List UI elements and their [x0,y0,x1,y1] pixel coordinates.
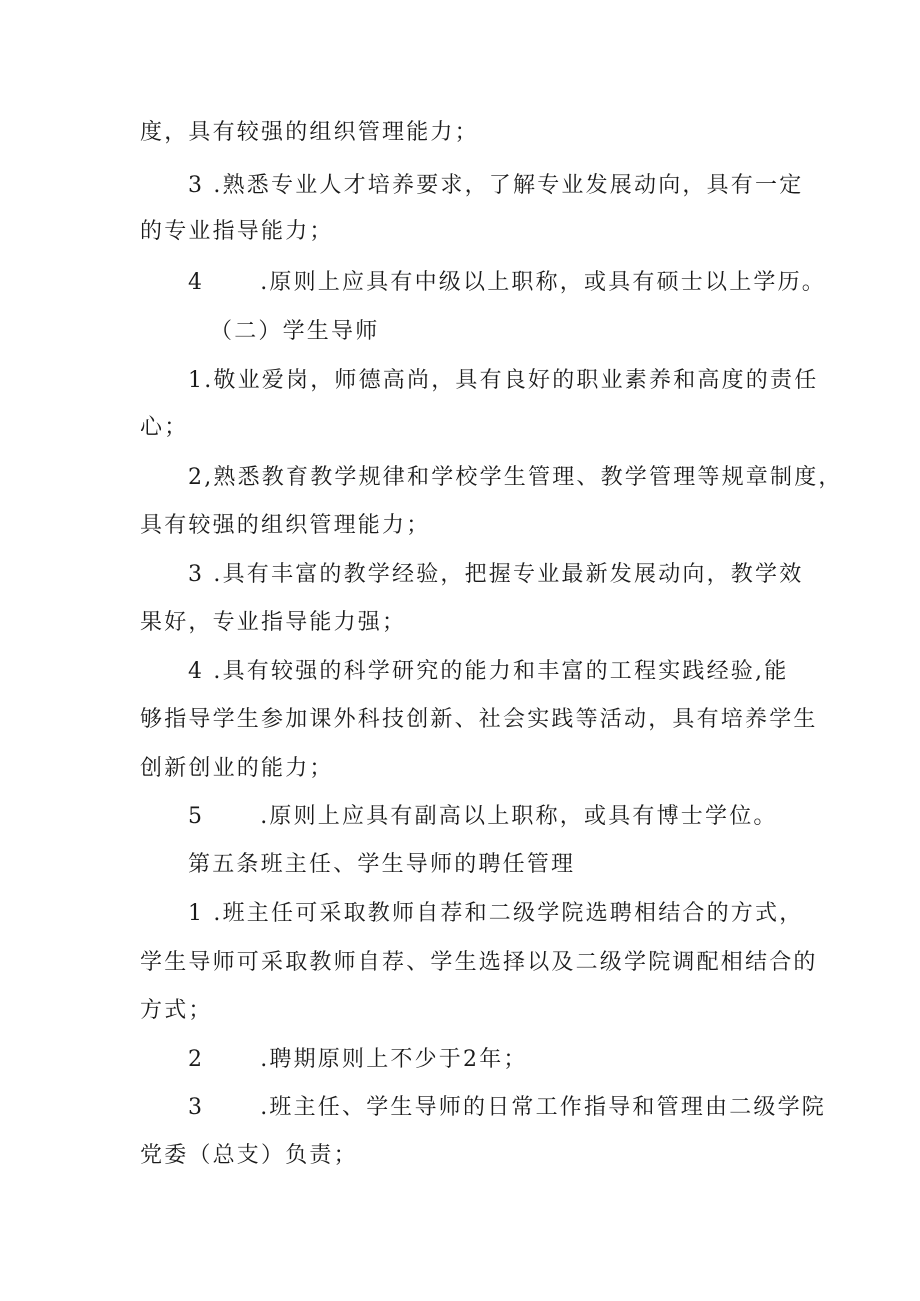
text-line [140,996,213,1026]
list-item [188,899,803,929]
text-segment: .原则上应具有中级以上职称，或具有硕士以上学历。 [260,270,826,295]
text-segment: 果好，专业指导能力强； [140,610,407,635]
text-line [140,608,406,638]
text-segment: （二）学生导师 [210,319,380,344]
text-segment: .班主任可采取教师自荐和二级学院选聘相结合的方式， [213,901,804,926]
text-segment: .具有较强的科学研究的能力和丰富的工程实践经验,能 [213,659,789,684]
text-line [140,413,188,443]
text-line [140,511,430,541]
list-item [188,1093,826,1123]
item-number: 2 [188,1047,205,1072]
text-segment: 第五条班主任、学生导师的聘任管理 [188,852,576,877]
text-segment: .具有丰富的教学经验，把握专业最新发展动向，教学效 [213,562,804,587]
item-number: 5 [188,804,205,829]
item-number: 3 [188,562,205,587]
text-segment: 创新创业的能力； [140,756,334,781]
text-segment: 2,熟悉教育教学规律和学校学生管理、教学管理等规章制度， [188,465,843,490]
section-heading [210,317,379,347]
text-line [140,705,818,735]
item-number: 1 [188,901,205,926]
list-item [188,1045,528,1075]
item-number: 3 [188,173,205,198]
section-heading [188,850,575,880]
list-item [188,560,803,590]
text-line [140,1141,358,1171]
list-item [188,802,778,832]
text-segment: 方式； [140,998,213,1023]
text-line [140,754,334,784]
item-number: 4 [188,659,205,684]
text-segment: 1.敬业爱岗，师德高尚，具有良好的职业素养和高度的责任 [188,368,819,393]
item-number: 3 [188,1095,205,1120]
text-segment: 学生导师可采取教师自荐、学生选择以及二级学院调配相结合的 [140,950,818,975]
list-item [188,463,843,493]
text-segment: .原则上应具有副高以上职称，或具有博士学位。 [260,804,778,829]
list-item [188,657,788,687]
text-segment: .班主任、学生导师的日常工作指导和管理由二级学院 [260,1095,826,1120]
text-line [140,948,818,978]
list-item [188,268,826,298]
list-item [188,171,803,201]
text-segment: .聘期原则上不少于2年； [260,1047,528,1072]
text-segment: 党委（总支）负责； [140,1143,358,1168]
text-line [140,118,479,148]
text-line [140,217,334,247]
item-number: 4 [188,270,205,295]
text-segment: 够指导学生参加课外科技创新、社会实践等活动，具有培养学生 [140,707,818,732]
text-segment: 度，具有较强的组织管理能力； [140,120,479,145]
text-segment: .熟悉专业人才培养要求，了解专业发展动向，具有一定 [213,173,804,198]
list-item [188,366,818,396]
text-segment: 具有较强的组织管理能力； [140,513,431,538]
text-segment: 的专业指导能力； [140,219,334,244]
text-segment: 心； [140,415,189,440]
